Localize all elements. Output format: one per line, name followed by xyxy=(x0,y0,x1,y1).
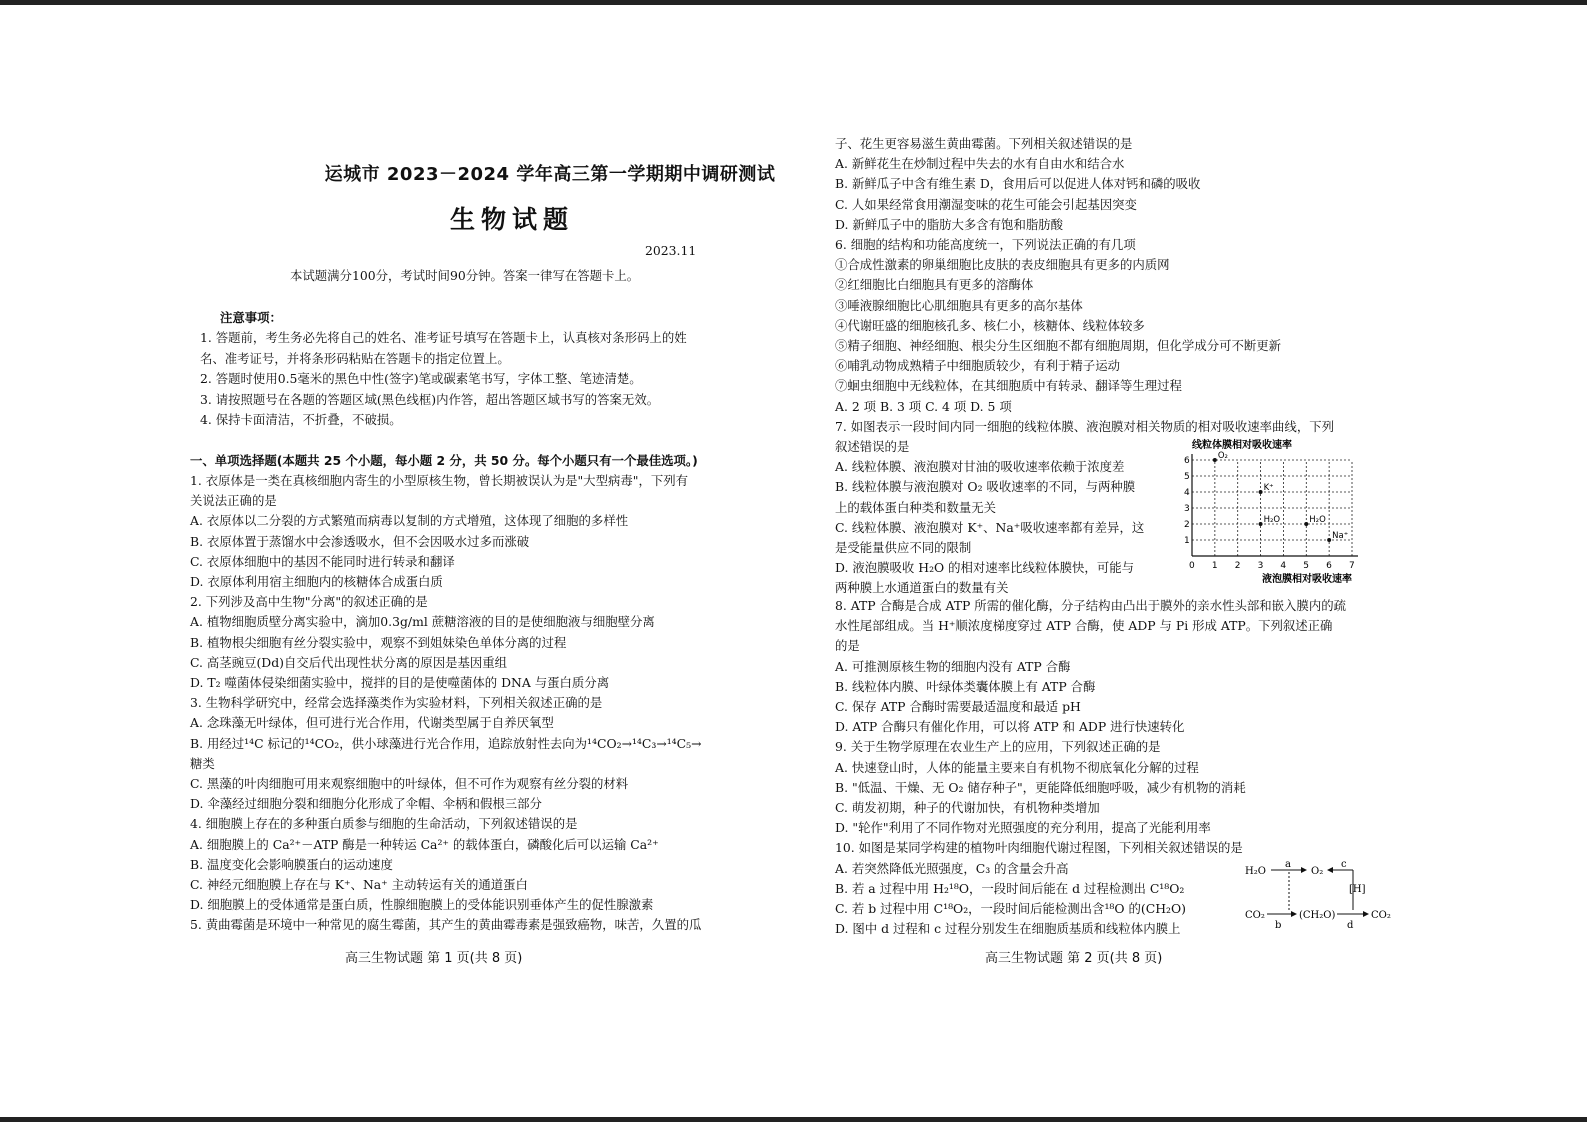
text-line: 是受能量供应不同的限制 xyxy=(835,540,972,555)
text-line: A. 可推测原核生物的细胞内没有 ATP 合酶 xyxy=(835,658,1071,674)
text-line: 5. 黄曲霉菌是环境中一种常见的腐生霉菌，其产生的黄曲霉毒素是强致癌物，味苦，久置的瓜 xyxy=(190,917,702,933)
y-tick-label: 1 xyxy=(1184,536,1190,546)
diagram-ch2o: (CH₂O) xyxy=(1299,910,1336,921)
text-line: C. 萌发初期，种子的代谢加快，有机物种类增加 xyxy=(835,800,1100,815)
metabolism-diagram xyxy=(1245,860,1395,932)
x-tick-label: 0 xyxy=(1189,561,1195,571)
text-line: B. 若 a 过程中用 H₂¹⁸O，一段时间后能在 d 过程检测出 C¹⁸O₂ xyxy=(835,880,1185,896)
text-line: ①合成性激素的卵巢细胞比皮肤的表皮细胞具有更多的内质网 xyxy=(835,257,1170,273)
footer-page-1: 高三生物试题 第 1 页(共 8 页) xyxy=(345,951,523,966)
absorption-chart xyxy=(1180,436,1395,586)
text-line: A. 念珠藻无叶绿体，但可进行光合作用，代谢类型属于自养厌氧型 xyxy=(190,715,554,731)
text-line: 叙述错误的是 xyxy=(835,439,910,454)
x-tick-label: 3 xyxy=(1257,561,1264,571)
text-line: A. 细胞膜上的 Ca²⁺－ATP 酶是一种转运 Ca²⁺ 的载体蛋白，磷酸化后可以运输 Ca²⁺ xyxy=(190,836,659,852)
text-line: ④代谢旺盛的细胞核孔多、核仁小，核糖体、线粒体较多 xyxy=(835,317,1145,333)
text-line: 关说法正确的是 xyxy=(190,493,277,509)
text-line: C. 保存 ATP 合酶时需要最适温度和最适 pH xyxy=(835,699,1081,714)
text-line: C. 衣原体细胞中的基因不能同时进行转录和翻译 xyxy=(190,553,455,569)
text-line: 1. 答题前，考生务必先将自己的姓名、准考证号填写在答题卡上，认真核对条形码上的姓 xyxy=(200,330,687,345)
text-line: C. 若 b 过程中用 C¹⁸O₂，一段时间后能检测出含¹⁸O 的(CH₂O) xyxy=(835,901,1186,916)
text-line: 的是 xyxy=(835,638,860,654)
text-line: B. 线粒体膜与液泡膜对 O₂ 吸收速率的不同，与两种膜 xyxy=(835,479,1136,495)
text-line: D. "轮作"利用了不同作物对光照强度的充分利用，提高了光能利用率 xyxy=(835,820,1211,836)
data-point xyxy=(1304,522,1308,526)
data-label: Na⁺ xyxy=(1332,531,1349,541)
data-label: H₂O xyxy=(1263,515,1281,525)
y-tick-label: 3 xyxy=(1184,504,1190,514)
text-line: D. T₂ 噬菌体侵染细菌实验中，搅拌的目的是使噬菌体的 DNA 与蛋白质分离 xyxy=(190,675,610,690)
text-line: ③唾液腺细胞比心肌细胞具有更多的高尔基体 xyxy=(835,297,1083,313)
scan-bottom-edge xyxy=(0,1117,1587,1122)
text-line: D. ATP 合酶只有催化作用，可以将 ATP 和 ADP 进行快速转化 xyxy=(835,719,1185,735)
text-line: B. 用经过¹⁴C 标记的¹⁴CO₂，供小球藻进行光合作用，追踪放射性去向为¹⁴CO₂→¹⁴C₃→¹⁴C₅→ xyxy=(190,735,702,751)
text-line: ⑥哺乳动物成熟精子中细胞质较少，有利于精子运动 xyxy=(835,358,1120,374)
text-line: C. 高茎豌豆(Dd)自交后代出现性状分离的原因是基因重组 xyxy=(190,654,508,670)
x-tick-label: 1 xyxy=(1211,561,1218,571)
x-tick-label: 2 xyxy=(1234,561,1241,571)
y-tick-label: 4 xyxy=(1184,488,1190,498)
section-heading: 一、单项选择题(本题共 25 个小题，每小题 2 分，共 50 分。每个小题只有一个最佳选项。) xyxy=(190,453,698,468)
y-tick-label: 2 xyxy=(1184,520,1190,530)
y-tick-label: 5 xyxy=(1184,472,1190,482)
chart-title: 线粒体膜相对吸收速率 xyxy=(1192,440,1292,451)
x-tick-label: 6 xyxy=(1326,561,1332,571)
text-line: 9. 关于生物学原理在农业生产上的应用，下列叙述正确的是 xyxy=(835,739,1161,755)
text-line: B. 线粒体内膜、叶绿体类囊体膜上有 ATP 合酶 xyxy=(835,678,1096,694)
text-line: 10. 如图是某同学构建的植物叶肉细胞代谢过程图，下列相关叙述错误的是 xyxy=(835,840,1243,856)
text-line: C. 神经元细胞膜上存在与 K⁺、Na⁺ 主动转运有关的通道蛋白 xyxy=(190,877,528,892)
diagram-label-a: a xyxy=(1285,860,1291,870)
absorption-chart-svg xyxy=(1180,436,1395,586)
subject-title: 生物试题 xyxy=(450,205,575,234)
text-line: C. 人如果经常食用潮湿变味的花生可能会引起基因突变 xyxy=(835,196,1137,212)
diagram-h2o: H₂O xyxy=(1245,866,1266,877)
text-line: 4. 保持卡面清洁，不折叠，不破损。 xyxy=(200,412,402,427)
x-tick-label: 4 xyxy=(1280,561,1287,571)
data-label: K⁺ xyxy=(1263,483,1274,493)
metabolism-diagram-svg xyxy=(1245,860,1395,932)
exam-info: 本试题满分100分，考试时间90分钟。答案一律写在答题卡上。 xyxy=(290,268,640,283)
text-line: ⑤精子细胞、神经细胞、根尖分生区细胞不都有细胞周期，但化学成分可不断更新 xyxy=(835,338,1282,353)
notice-heading: 注意事项： xyxy=(220,310,282,325)
text-line: D. 细胞膜上的受体通常是蛋白质，性腺细胞膜上的受体能识别垂体产生的促性腺激素 xyxy=(190,897,654,913)
text-line: 4. 细胞膜上存在的多种蛋白质参与细胞的生命活动，下列叙述错误的是 xyxy=(190,816,578,832)
text-line: ⑦蛔虫细胞中无线粒体，在其细胞质中有转录、翻译等生理过程 xyxy=(835,378,1182,394)
data-label: O₂ xyxy=(1217,451,1228,461)
text-line: D. 衣原体利用宿主细胞内的核糖体合成蛋白质 xyxy=(190,574,443,589)
y-tick-label: 6 xyxy=(1184,456,1190,466)
text-line: ②红细胞比白细胞具有更多的溶酶体 xyxy=(835,277,1034,293)
exam-date: 2023.11 xyxy=(645,243,697,258)
diagram-label-b: b xyxy=(1275,920,1282,931)
text-line: 糖类 xyxy=(190,755,215,771)
text-line: 3. 请按照题号在各题的答题区域(黑色线框)内作答，超出答题区域书写的答案无效。 xyxy=(200,391,660,407)
text-line: 两种膜上水通道蛋白的数量有关 xyxy=(835,580,1009,596)
text-line: A. 新鲜花生在炒制过程中失去的水有自由水和结合水 xyxy=(835,156,1125,172)
chart-xlabel: 液泡膜相对吸收速率 xyxy=(1262,574,1352,585)
footer-page-2: 高三生物试题 第 2 页(共 8 页) xyxy=(985,951,1163,966)
text-line: 上的载体蛋白种类和数量无关 xyxy=(835,499,997,515)
text-line: D. 新鲜瓜子中的脂肪大多含有饱和脂肪酸 xyxy=(835,216,1064,232)
text-line: 2. 下列涉及高中生物"分离"的叙述正确的是 xyxy=(190,594,428,610)
text-line: A. 快速登山时，人体的能量主要来自有机物不彻底氧化分解的过程 xyxy=(835,759,1199,775)
text-line: B. 衣原体置于蒸馏水中会渗透吸水，但不会因吸水过多而涨破 xyxy=(190,533,530,549)
exam-title: 运城市 2023－2024 学年高三第一学期期中调研测试 xyxy=(324,164,776,185)
text-line: 2. 答题时使用0.5毫米的黑色中性(签字)笔或碳素笔书写，字体工整、笔迹清楚。 xyxy=(200,371,642,386)
x-tick-label: 7 xyxy=(1349,561,1355,571)
x-tick-label: 5 xyxy=(1303,561,1310,571)
data-label: H₂O xyxy=(1309,515,1326,525)
data-point xyxy=(1327,538,1331,542)
diagram-label-c: c xyxy=(1341,860,1347,870)
diagram-co2-left: CO₂ xyxy=(1245,910,1265,921)
text-line: A. 衣原体以二分裂的方式繁殖而病毒以复制的方式增殖，这体现了细胞的多样性 xyxy=(190,513,629,529)
text-line: B. 温度变化会影响膜蛋白的运动速度 xyxy=(190,856,393,872)
text-line: C. 线粒体膜、液泡膜对 K⁺、Na⁺吸收速率都有差异，这 xyxy=(835,519,1145,535)
diagram-o2: O₂ xyxy=(1311,866,1324,877)
text-line: 6. 细胞的结构和功能高度统一，下列说法正确的有几项 xyxy=(835,237,1136,252)
diagram-co2-right: CO₂ xyxy=(1371,910,1391,921)
text-line: C. 黑藻的叶肉细胞可用来观察细胞中的叶绿体，但不可作为观察有丝分裂的材料 xyxy=(190,776,629,791)
text-line: B. "低温、干燥、无 O₂ 储存种子"，更能降低细胞呼吸，减少有机物的消耗 xyxy=(835,779,1246,795)
scan-top-edge xyxy=(0,0,1587,5)
text-line: 8. ATP 合酶是合成 ATP 所需的催化酶，分子结构由凸出于膜外的亲水性头部和嵌入膜内的疏 xyxy=(835,598,1346,613)
text-line: D. 液泡膜吸收 H₂O 的相对速率比线粒体膜快，可能与 xyxy=(835,560,1134,576)
text-line: A. 2 项 B. 3 项 C. 4 项 D. 5 项 xyxy=(835,398,1012,414)
diagram-h: [H] xyxy=(1349,884,1366,895)
text-line: A. 线粒体膜、液泡膜对甘油的吸收速率依赖于浓度差 xyxy=(835,459,1125,475)
text-line: A. 若突然降低光照强度，C₃ 的含量会升高 xyxy=(835,860,1069,876)
text-line: D. 图中 d 过程和 c 过程分别发生在细胞质基质和线粒体内膜上 xyxy=(835,921,1181,937)
text-line: D. 伞藻经过细胞分裂和细胞分化形成了伞帽、伞柄和假根三部分 xyxy=(190,796,542,812)
text-line: 3. 生物科学研究中，经常会选择藻类作为实验材料，下列相关叙述正确的是 xyxy=(190,695,603,711)
text-line: B. 新鲜瓜子中含有维生素 D，食用后可以促进人体对钙和磷的吸收 xyxy=(835,176,1201,192)
data-point xyxy=(1259,490,1263,494)
text-line: 7. 如图表示一段时间内同一细胞的线粒体膜、液泡膜对相关物质的相对吸收速率曲线，下列 xyxy=(835,418,1334,434)
text-line: B. 植物根尖细胞有丝分裂实验中，观察不到姐妹染色单体分离的过程 xyxy=(190,634,567,650)
text-line: 水性尾部组成。当 H⁺顺浓度梯度穿过 ATP 合酶，使 ADP 与 Pi 形成 ATP。下列叙述正确 xyxy=(835,618,1333,634)
data-point xyxy=(1213,458,1217,462)
text-line: 子、花生更容易滋生黄曲霉菌。下列相关叙述错误的是 xyxy=(835,136,1133,151)
text-line: 1. 衣原体是一类在真核细胞内寄生的小型原核生物，曾长期被误认为是"大型病毒"，下列有 xyxy=(190,473,689,488)
text-line: 名、准考证号，并将条形码粘贴在答题卡的指定位置上。 xyxy=(200,350,510,366)
text-line: A. 植物细胞质壁分离实验中，滴加0.3g/ml 蔗糖溶液的目的是使细胞液与细胞壁分离 xyxy=(190,614,655,630)
diagram-label-d: d xyxy=(1347,920,1354,931)
data-point xyxy=(1259,522,1263,526)
